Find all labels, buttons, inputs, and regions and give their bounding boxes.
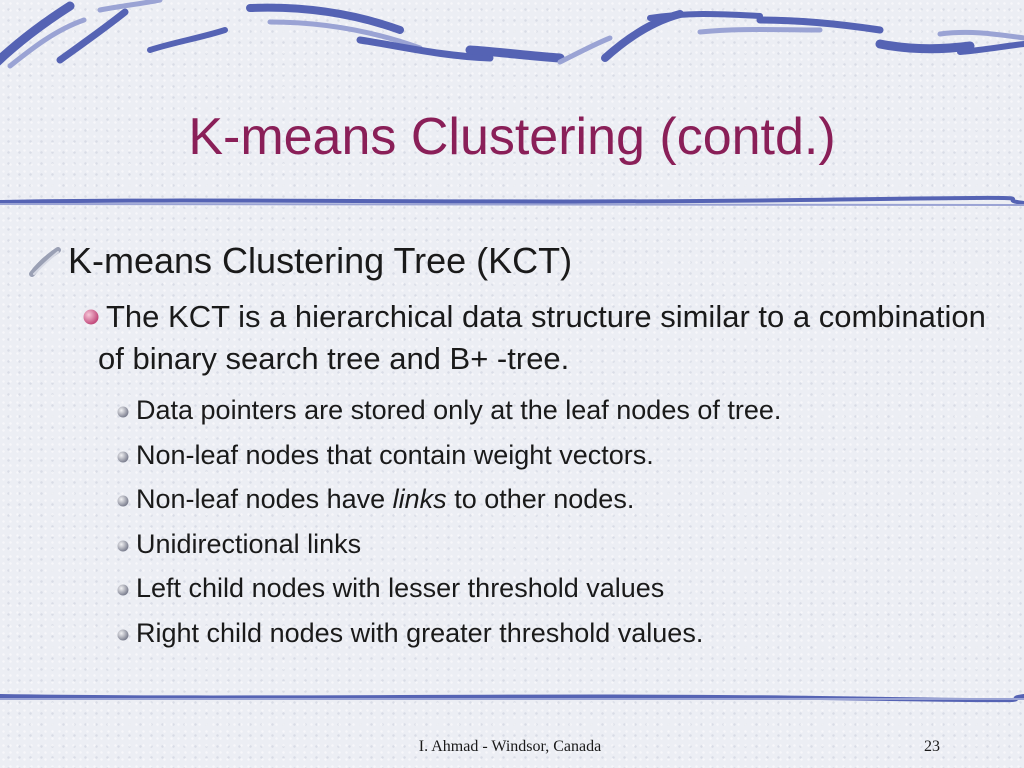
list-item-text: to other nodes.	[446, 484, 635, 515]
list-item-text: Left child nodes with lesser threshold values	[136, 573, 665, 604]
list-item	[116, 388, 781, 433]
slide-title: K-means Clustering (contd.)	[188, 108, 836, 166]
list-item	[116, 566, 781, 611]
gray-sphere-icon	[116, 450, 130, 464]
footer-text: I. Ahmad - Windsor, Canada	[418, 738, 602, 755]
list-item	[116, 477, 781, 522]
list-item-text: Unidirectional links	[136, 528, 362, 559]
level1-bullet-text: K-means Clustering Tree (KCT)	[68, 240, 573, 281]
list-item	[116, 522, 781, 567]
list-item	[116, 433, 781, 478]
level2-bullet-text: The KCT is a hierarchical data structure similar to a combination of binary search tree and B+ -tree.	[98, 299, 986, 376]
level3-bullet-list	[116, 388, 781, 656]
gray-sphere-icon	[116, 494, 130, 508]
gray-sphere-icon	[116, 628, 130, 642]
list-item-text: Non-leaf nodes that contain weight vectors.	[136, 439, 654, 470]
list-item-text: Right child nodes with greater threshold values.	[136, 617, 704, 648]
emphasized-word: links	[392, 484, 447, 515]
gray-sphere-icon	[116, 405, 130, 419]
gray-sphere-icon	[116, 583, 130, 597]
list-item-text: Non-leaf nodes have	[136, 484, 393, 515]
brush-stroke-icon	[28, 246, 62, 278]
page-number: 23	[924, 738, 940, 755]
gray-sphere-icon	[116, 539, 130, 553]
footer-divider	[0, 690, 1024, 704]
list-item-text: Data pointers are stored only at the leaf nodes of tree.	[136, 395, 782, 425]
list-item	[116, 611, 781, 656]
